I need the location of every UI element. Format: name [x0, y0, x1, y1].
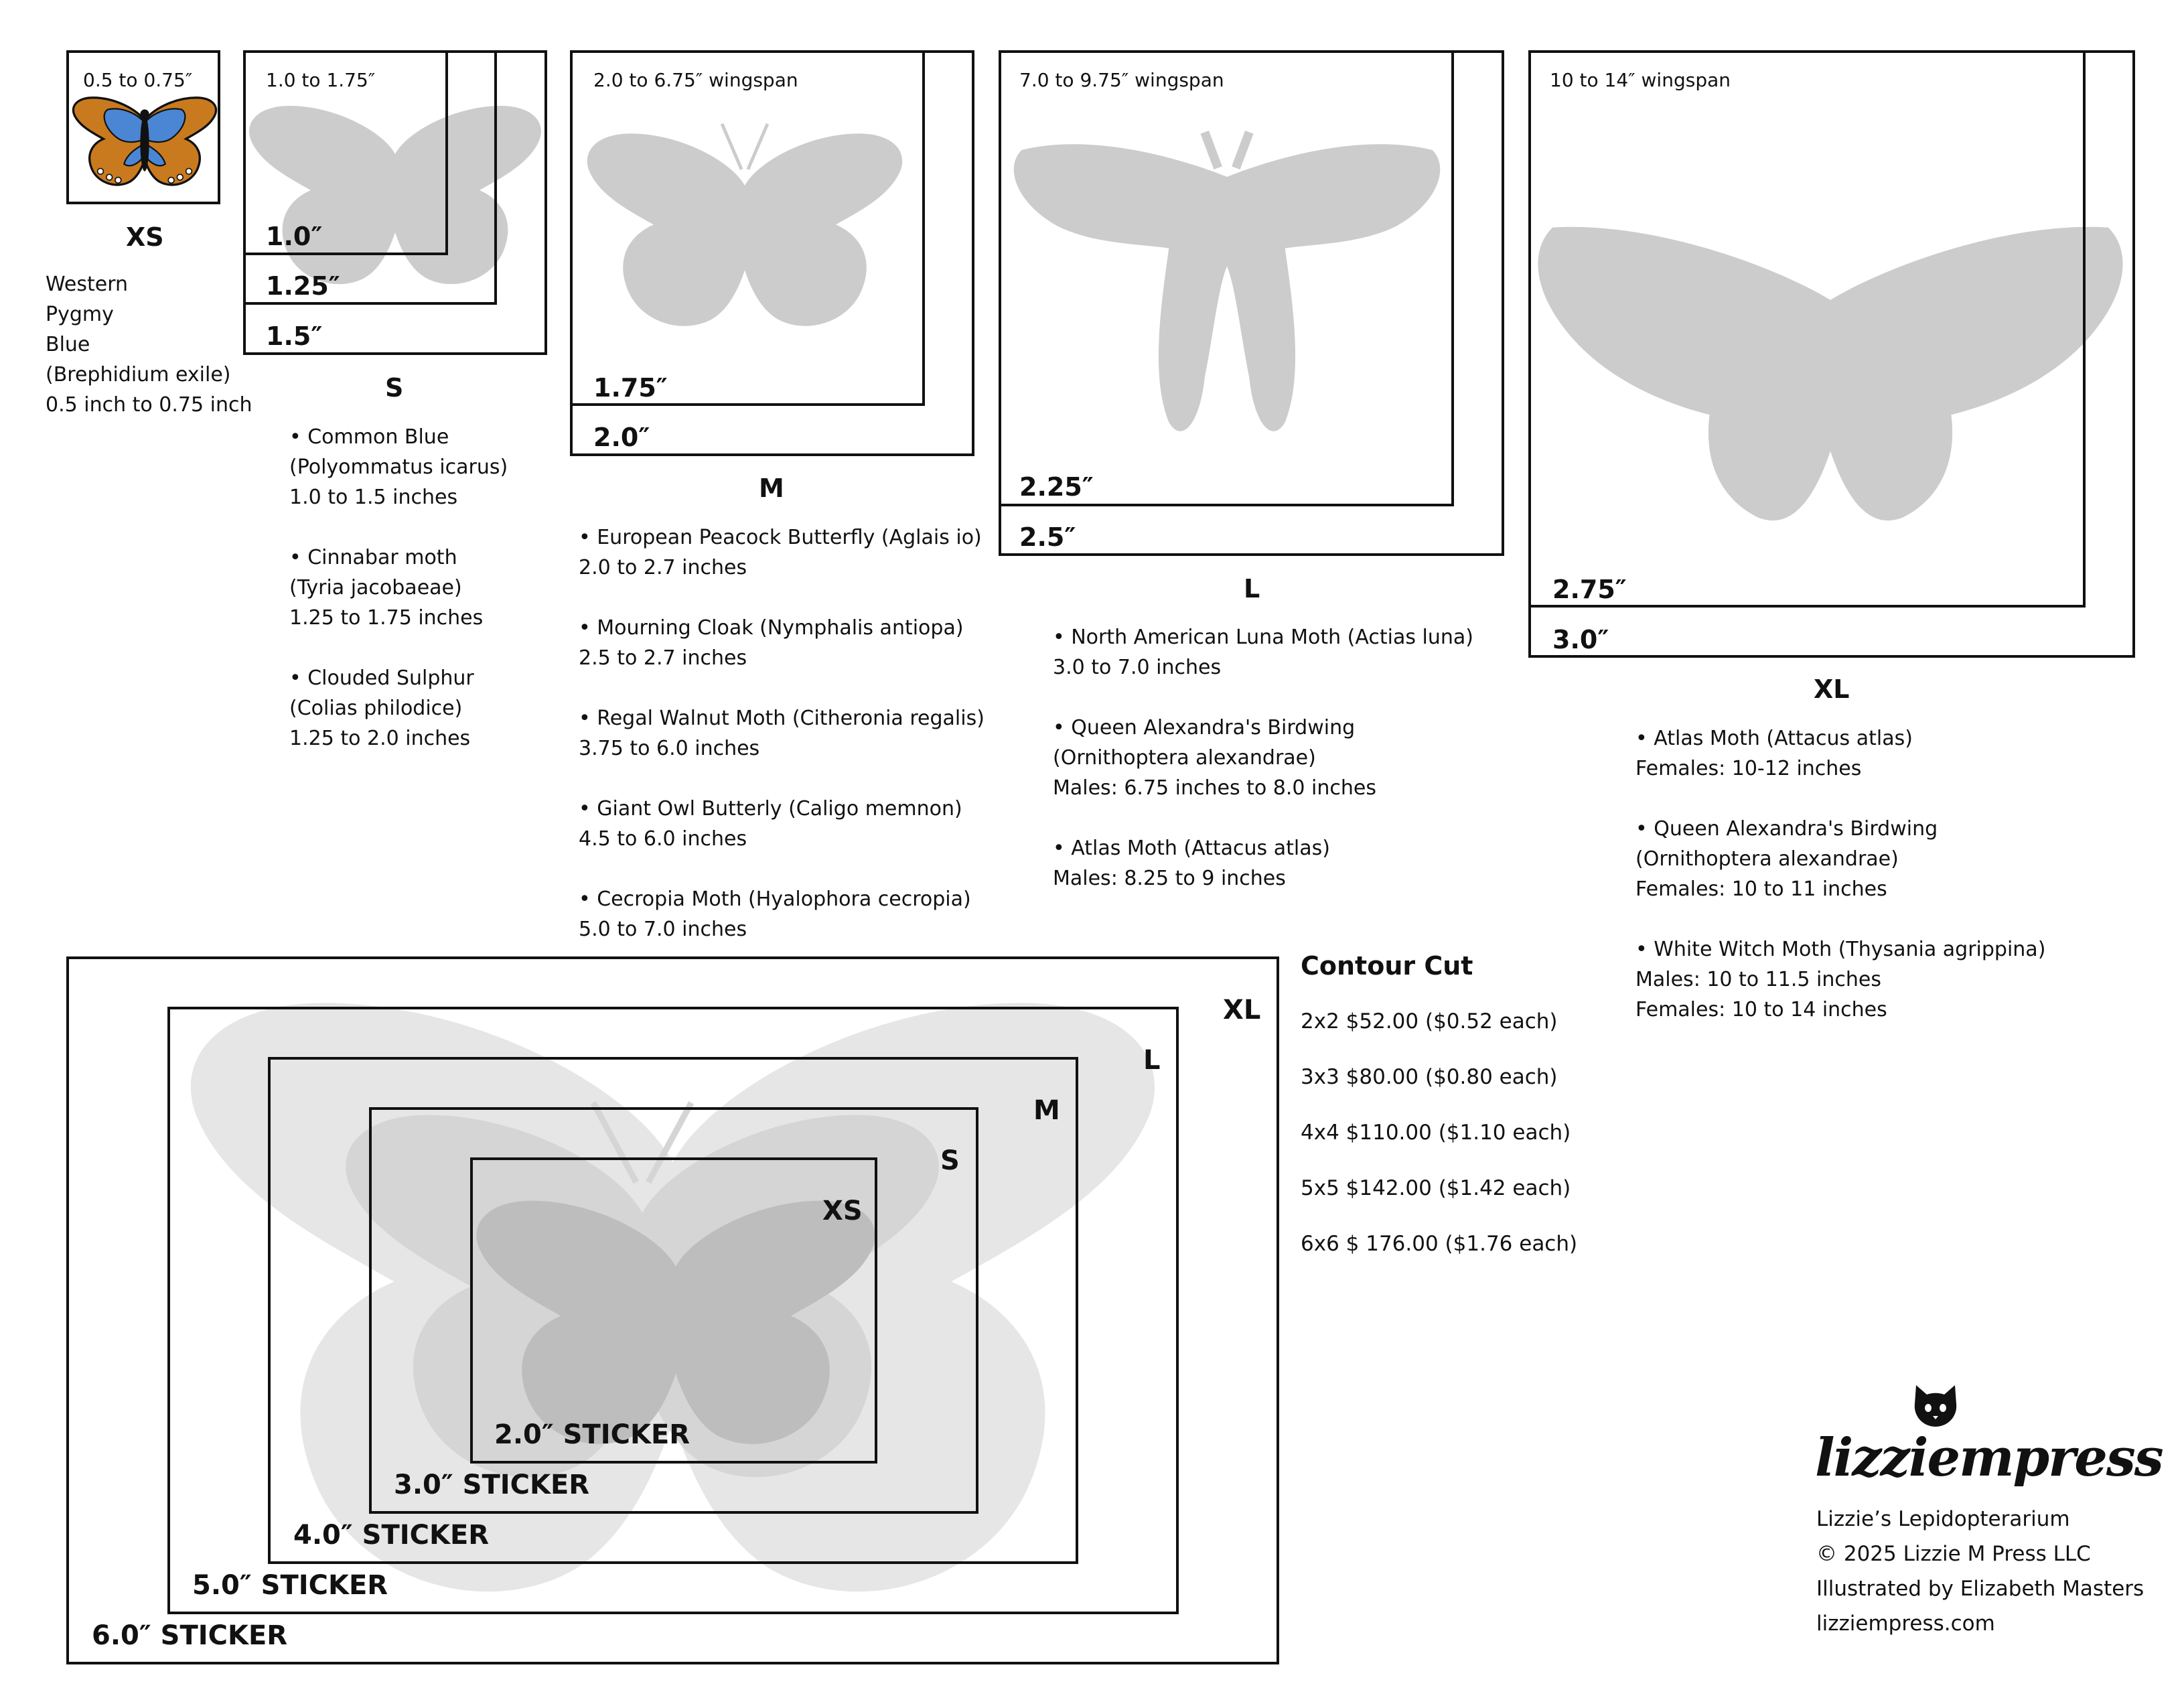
size-label-m: M [759, 474, 784, 503]
price-row: 5x5 $142.00 ($1.42 each) [1301, 1176, 1571, 1200]
l-dim-2-5: 2.5″ [1019, 522, 1076, 552]
xl-range-label: 10 to 14″ wingspan [1550, 69, 1731, 91]
m-species-text: • European Peacock Butterfly (Aglais io) 2.0 to 2.7 inches • Mourning Cloak (Nymphalis antiopa) 2.5 to 2.7 inches • Regal Walnut Moth (Citheronia regalis) 3.75 to 6.0 inches • Giant Owl Butterly (Caligo memnon) 4.5 to 6.0 inches • Cecropia Moth (Hyalophora cecropia) 5.0 to 7.0 inches [579, 526, 985, 941]
xl-species-text: • Atlas Moth (Attacus atlas) Females: 10-12 inches • Queen Alexandra's Birdwing (Ornithoptera alexandrae) Females: 10 to 11 inches • White Witch Moth (Thysania agrippina) Males: 10 to 11.5 inches Females: 10 to 14 inches [1635, 727, 2046, 1021]
sticker-size-l: L [1143, 1045, 1161, 1076]
sticker-label-5-0: 5.0″ STICKER [192, 1570, 388, 1601]
m-dim-2-0: 2.0″ [593, 423, 650, 452]
sticker-size-xs: XS [822, 1196, 863, 1226]
s-divider-1-0 [243, 253, 448, 255]
s-range-label: 1.0 to 1.75″ [266, 69, 376, 91]
credit-line: © 2025 Lizzie M Press LLC [1816, 1542, 2091, 1566]
price-row: 4x4 $110.00 ($1.10 each) [1301, 1121, 1571, 1145]
xs-range-label: 0.5 to 0.75″ [83, 69, 193, 91]
cat-head-icon [1912, 1384, 1959, 1428]
credit-line: Lizzie’s Lepidopterarium [1816, 1507, 2070, 1531]
s-dim-1-0: 1.0″ [266, 222, 323, 251]
sticker-label-3-0: 3.0″ STICKER [394, 1470, 590, 1500]
xl-dim-3-0: 3.0″ [1552, 625, 1609, 654]
price-row: 3x3 $80.00 ($0.80 each) [1301, 1065, 1558, 1089]
price-row: 6x6 $ 176.00 ($1.76 each) [1301, 1232, 1578, 1256]
size-label-xs: XS [126, 222, 164, 252]
sticker-label-2-0: 2.0″ STICKER [494, 1419, 690, 1450]
sticker-size-m: M [1033, 1095, 1060, 1126]
size-label-xl: XL [1814, 674, 1850, 704]
xl-box-2-75 [1528, 50, 2086, 608]
xl-dim-2-75: 2.75″ [1552, 575, 1627, 604]
sticker-label-4-0: 4.0″ STICKER [293, 1520, 490, 1551]
l-dim-2-25: 2.25″ [1019, 472, 1094, 502]
sticker-size-xl: XL [1223, 995, 1261, 1025]
credit-line: Illustrated by Elizabeth Masters [1816, 1577, 2144, 1601]
s-species-text: • Common Blue (Polyommatus icarus) 1.0 to 1.5 inches • Cinnabar moth (Tyria jacobaeae) 1.25 to 1.75 inches • Clouded Sulphur (Colias philodice) 1.25 to 2.0 inches [289, 425, 508, 750]
credit-line: lizziempress.com [1816, 1612, 1995, 1636]
price-row: 2x2 $52.00 ($0.52 each) [1301, 1009, 1558, 1034]
western-pygmy-blue-illustration [71, 90, 218, 197]
m-dim-1-75: 1.75″ [593, 373, 668, 403]
l-species-text: • North American Luna Moth (Actias luna) 3.0 to 7.0 inches • Queen Alexandra's Birdwing (Ornithoptera alexandrae) Males: 6.75 inches to 8.0 inches • Atlas Moth (Attacus atlas) Males: 8.25 to 9 inches [1053, 626, 1473, 890]
l-range-label: 7.0 to 9.75″ wingspan [1019, 69, 1224, 91]
size-label-l: L [1244, 574, 1260, 603]
l-box-2-25 [999, 50, 1454, 506]
m-box-1-75 [570, 50, 925, 406]
xs-species-text: Western Pygmy Blue (Brephidium exile) 0.5 inch to 0.75 inch [46, 273, 252, 417]
size-label-s: S [385, 373, 404, 403]
sticker-label-6-0: 6.0″ STICKER [92, 1620, 288, 1651]
brand-logo: lizziempress [1815, 1427, 2163, 1488]
s-dim-1-5: 1.5″ [266, 322, 323, 351]
s-dim-1-25: 1.25″ [266, 271, 340, 301]
m-range-label: 2.0 to 6.75″ wingspan [593, 69, 798, 91]
pricing-title: Contour Cut [1301, 951, 1473, 981]
sticker-size-s: S [940, 1145, 960, 1176]
sticker-box-2-0 [470, 1157, 877, 1464]
